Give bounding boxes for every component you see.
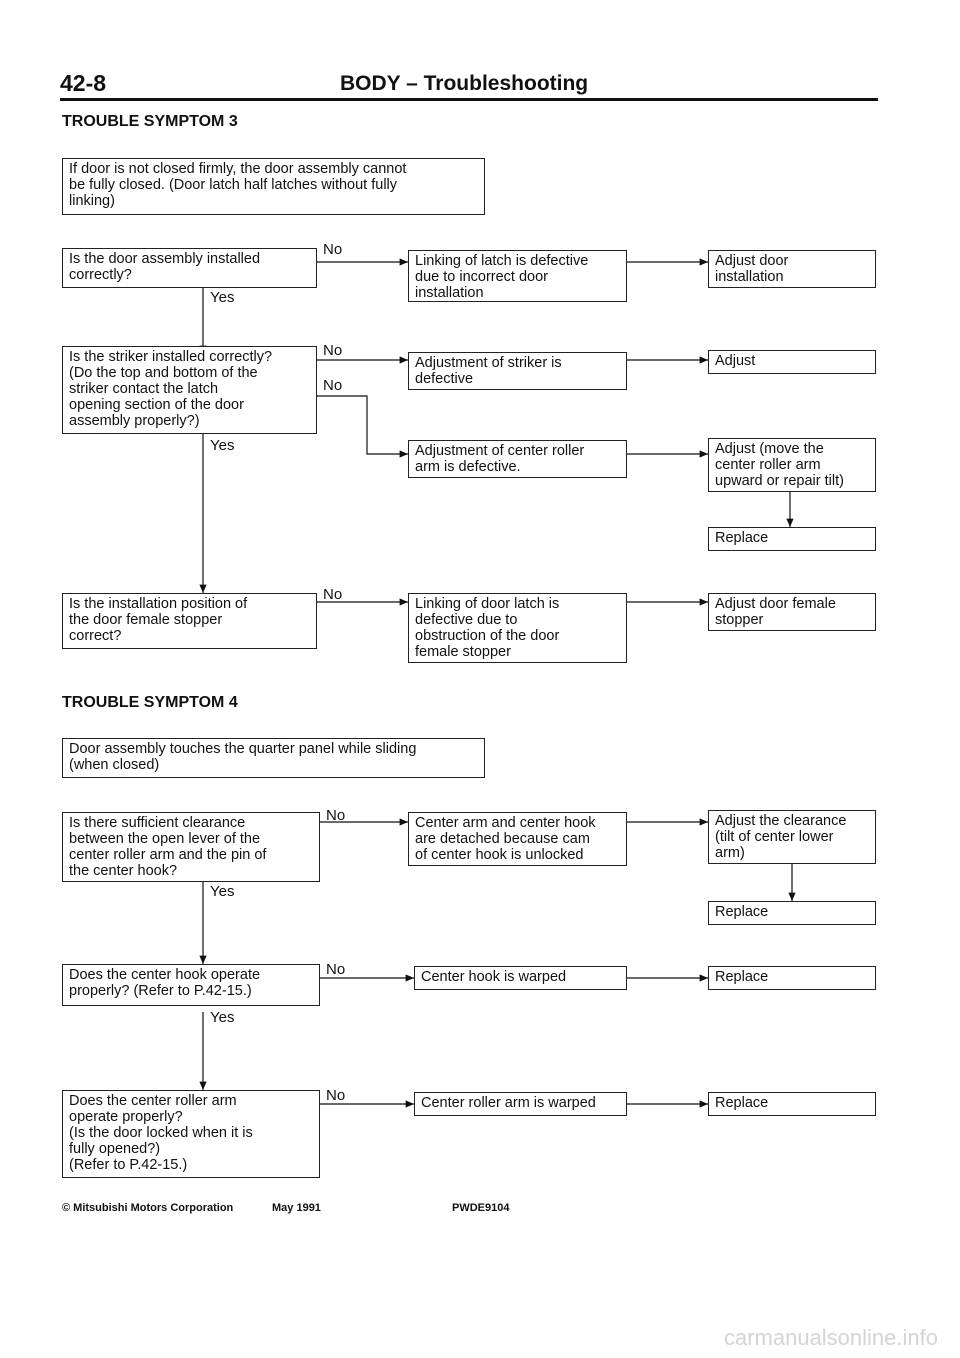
symptom4-intro-box: Door assembly touches the quarter panel while sliding (when closed) [62, 738, 485, 778]
s4-no-label-2: No [326, 961, 346, 978]
s4-remedy-1-replace: Replace [708, 901, 876, 925]
s3-cause-3: Adjustment of center roller arm is defective. [408, 440, 627, 478]
page-title: BODY – Troubleshooting [340, 72, 589, 95]
s3-no-label-1: No [323, 241, 343, 258]
s4-cause-1: Center arm and center hook are detached because cam of center hook is unlocked [408, 812, 627, 866]
page-number: 42-8 [60, 70, 107, 96]
s3-no-label-4: No [323, 586, 343, 603]
s4-remedy-1: Adjust the clearance (tilt of center lower arm) [708, 810, 876, 864]
s3-yes-label-1: Yes [210, 289, 235, 306]
s3-remedy-2: Adjust [708, 350, 876, 374]
symptom4-heading: TROUBLE SYMPTOM 4 [62, 694, 238, 711]
symptom3-intro-box: If door is not closed firmly, the door assembly cannot be fully closed. (Door latch half latches without fully linking) [62, 158, 485, 215]
s4-yes-label-2: Yes [210, 1009, 235, 1026]
s3-remedy-1: Adjust door installation [708, 250, 876, 288]
s4-no-label-1: No [326, 807, 346, 824]
s3-question-3: Is the installation position of the door female stopper correct? [62, 593, 317, 649]
s3-remedy-3: Adjust (move the center roller arm upward or repair tilt) [708, 438, 876, 492]
footer-copyright: © Mitsubishi Motors Corporation [62, 1202, 234, 1214]
s3-cause-1: Linking of latch is defective due to incorrect door installation [408, 250, 627, 302]
s3-cause-2: Adjustment of striker is defective [408, 352, 627, 390]
s4-no-label-3: No [326, 1087, 346, 1104]
s3-question-2: Is the striker installed correctly? (Do the top and bottom of the striker contact the latch opening section of the door assembly properly?) [62, 346, 317, 434]
s4-question-1: Is there sufficient clearance between the open lever of the center roller arm and the pin of the center hook? [62, 812, 320, 882]
s4-cause-2: Center hook is warped [414, 966, 627, 990]
s4-cause-3: Center roller arm is warped [414, 1092, 627, 1116]
footer-date: May 1991 [272, 1202, 321, 1214]
s3-yes-label-2: Yes [210, 437, 235, 454]
s4-yes-label-1: Yes [210, 883, 235, 900]
footer-code: PWDE9104 [452, 1202, 510, 1214]
s4-remedy-2: Replace [708, 966, 876, 990]
symptom3-heading: TROUBLE SYMPTOM 3 [62, 113, 238, 130]
s3-cause-4: Linking of door latch is defective due to obstruction of the door female stopper [408, 593, 627, 663]
s3-remedy-3-replace: Replace [708, 527, 876, 551]
s3-remedy-4: Adjust door female stopper [708, 593, 876, 631]
s3-no-label-3: No [323, 377, 343, 394]
watermark: carmanualsonline.info [723, 1325, 938, 1350]
s4-question-2: Does the center hook operate properly? (Refer to P.42-15.) [62, 964, 320, 1006]
s4-question-3: Does the center roller arm operate properly? (Is the door locked when it is fully opened?) (Refer to P.42-15.) [62, 1090, 320, 1178]
s4-remedy-3: Replace [708, 1092, 876, 1116]
s3-no-label-2: No [323, 342, 343, 359]
s3-question-1: Is the door assembly installed correctly? [62, 248, 317, 288]
